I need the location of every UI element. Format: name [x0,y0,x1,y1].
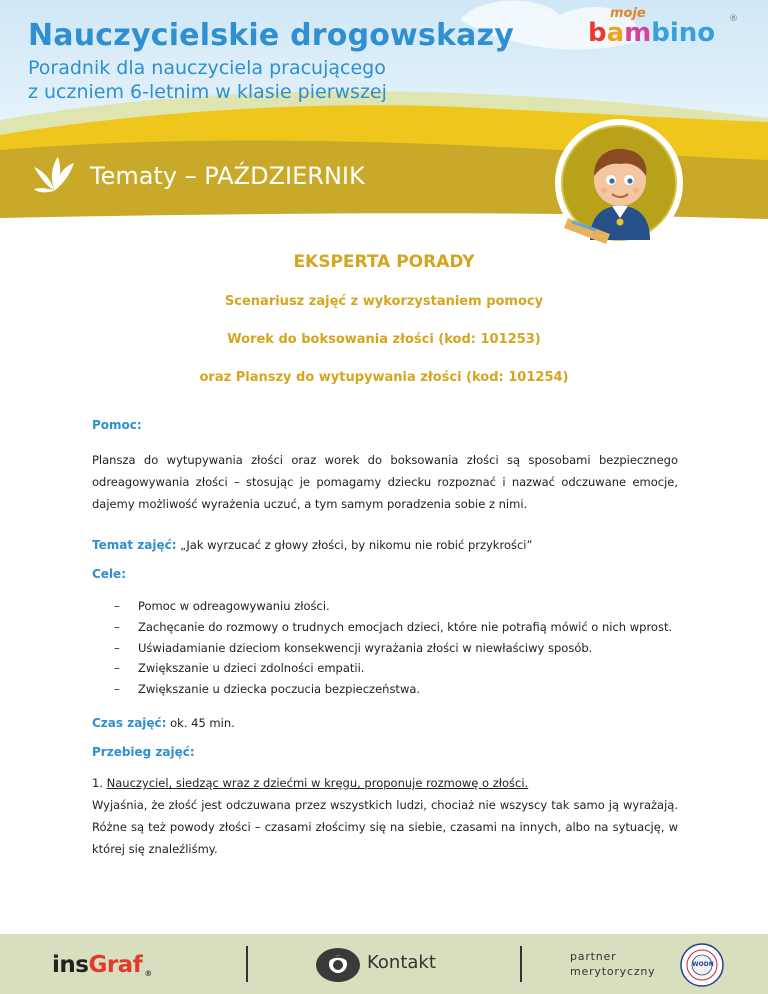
section-temat [92,534,678,553]
page-subtitle [28,56,468,104]
logo-bambino-text: bambino [588,18,716,48]
przebieg-label: Przebieg zajęć: [92,745,195,759]
section-przebieg [92,745,678,759]
step-1-block [92,772,678,860]
logo-moje-text: moje [610,6,646,21]
contact-link[interactable]: Kontakt [367,952,436,973]
list-item: – Uświadamianie dzieciom konsekwencji wyrażania złości w niewłaściwy sposób. [92,638,678,659]
partner-line-2: merytoryczny [570,965,656,978]
list-item: – Zwiększanie u dzieci zdolności empatii. [92,658,678,679]
moje-bambino-logo[interactable] [588,8,738,50]
footer-divider [246,946,248,982]
temat-label: Temat zajęć: [92,538,177,552]
list-item: – Pomoc w odreagowywaniu złości. [92,596,678,617]
scenario-line-2: Worek do boksowania złości (kod: 101253) [227,332,541,347]
step-1-title: Nauczyciel, siedząc wraz z dziećmi w kręgu, proponuje rozmowę o złości. [106,776,529,790]
section-czas [92,712,678,731]
subtitle-line-1: Poradnik dla nauczyciela pracującego [28,57,386,79]
pomoc-paragraph: Plansza do wytupywania złości oraz worek do boksowania złości są sposobami bezpiecznego odreagowywania złości – stosując je pomagamy dziecku rozpoznać i nazwać odczuwane emocje, dajemy możliwość wyrażenia uczuć, a tym samym poradzenia sobie z nimi. [92,453,678,511]
czas-text: ok. 45 min. [166,716,235,730]
scenario-line-3: oraz Planszy do wytupywania złości (kod: 101254) [199,370,569,385]
topic-heading: Tematy – PAŹDZIERNIK [90,162,365,190]
wodn-seal-label: WODN [692,961,714,968]
section-pomoc [92,418,678,432]
schoolboy-illustration [554,118,684,248]
footer-divider [520,946,522,982]
cele-label: Cele: [92,567,126,581]
article-heading: EKSPERTA PORADY [293,252,475,272]
step-1-paragraph: Wyjaśnia, że złość jest odczuwana przez wszystkich ludzi, chociaż nie wszyscy tak samo ją wyrażają. Różne są też powody złości – czasami złościmy się na siebie, czasami na innych, albo na sytuację, w której się znaleźliśmy. [92,798,678,856]
step-1-number: 1. [92,776,107,790]
scenario-line-1: Scenariusz zajęć z wykorzystaniem pomocy [224,294,544,309]
cele-list-block [92,596,678,700]
insgraf-logo[interactable]: insGraf ® [52,952,152,978]
partner-line-1: partner [570,950,617,963]
leaf-sprout-icon [30,155,78,195]
pomoc-paragraph-block [92,449,678,515]
list-item: – Zwiększanie u dziecka poczucia bezpieczeństwa. [92,679,678,700]
subtitle-line-2: z uczniem 6-letnim w klasie pierwszej [28,81,387,103]
logo-registered-mark: ® [729,14,738,24]
section-cele [92,567,678,581]
partner-label [570,949,656,979]
czas-label: Czas zajęć: [92,716,167,730]
cele-list [92,596,678,700]
page-title: Nauczycielskie drogowskazy [28,18,515,53]
page-footer [0,934,768,994]
pomoc-label: Pomoc: [92,418,142,432]
list-item: – Zachęcanie do rozmowy o trudnych emocjach dzieci, które nie potrafią mówić o nich wprost. [92,617,678,638]
contact-headset-icon[interactable] [314,946,362,984]
step-1-heading [92,772,678,794]
temat-text: „Jak wyrzucać z głowy złości, by nikomu nie robić przykrości” [176,538,533,552]
